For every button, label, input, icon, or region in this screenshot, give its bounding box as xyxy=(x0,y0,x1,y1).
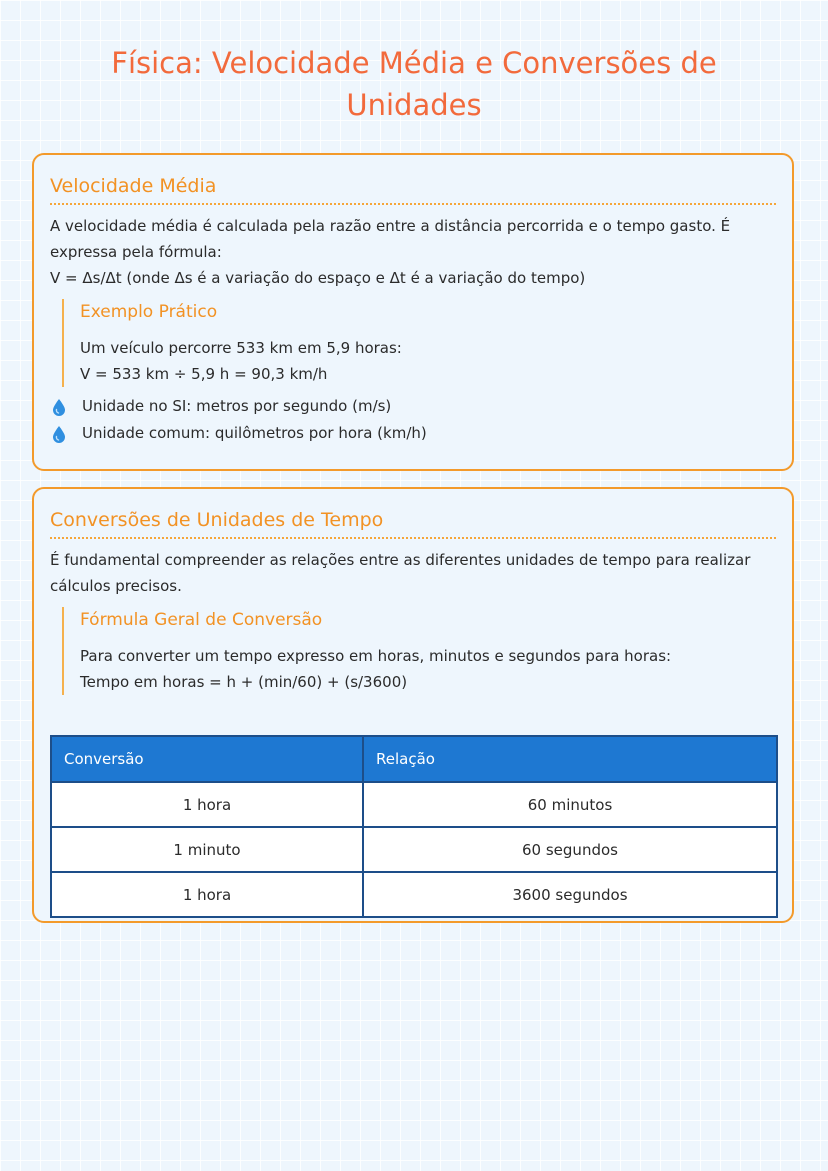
example-line: Um veículo percorre 533 km em 5,9 horas: xyxy=(80,339,402,357)
table-header-row xyxy=(51,736,777,782)
example-line: V = 533 km ÷ 5,9 h = 90,3 km/h xyxy=(80,365,328,383)
example-line: Para converter um tempo expresso em horas, minutos e segundos para horas: xyxy=(80,647,672,665)
section-title: Conversões de Unidades de Tempo xyxy=(50,489,776,539)
table-cell: 60 minutos xyxy=(363,782,777,827)
example-line: Tempo em horas = h + (min/60) + (s/3600) xyxy=(80,673,408,691)
list-item xyxy=(50,420,776,447)
formula-paragraph: V = Δs/Δt (onde Δs é a variação do espaço e Δt é a variação do tempo) xyxy=(50,269,586,287)
column-header: Conversão xyxy=(51,736,363,782)
table-cell: 1 minuto xyxy=(51,827,363,872)
table-cell: 3600 segundos xyxy=(363,872,777,917)
example-title: Exemplo Prático xyxy=(80,302,218,322)
example-box xyxy=(62,299,776,387)
table-row xyxy=(51,827,777,872)
velocidade-media-card xyxy=(32,153,794,471)
bullet-text: Unidade no SI: metros por segundo (m/s) xyxy=(82,397,392,415)
bullet-text: Unidade comum: quilômetros por hora (km/h) xyxy=(82,424,427,442)
section-paragraph: A velocidade média é calculada pela razão entre a distância percorrida e o tempo gasto. É expressa pela fórmula: xyxy=(50,217,731,261)
formula-box xyxy=(62,607,776,695)
water-drop-icon xyxy=(52,398,66,416)
column-header: Relação xyxy=(363,736,777,782)
table-row xyxy=(51,782,777,827)
bullet-list xyxy=(50,393,776,447)
conversion-table xyxy=(50,735,778,918)
page-title: Física: Velocidade Média e Conversões de Unidades xyxy=(111,46,717,122)
list-item xyxy=(50,393,776,420)
table-cell: 1 hora xyxy=(51,782,363,827)
conversoes-card xyxy=(32,487,794,923)
section-paragraph: É fundamental compreender as relações entre as diferentes unidades de tempo para realizar cálculos precisos. xyxy=(50,551,751,595)
table-row xyxy=(51,872,777,917)
example-title: Fórmula Geral de Conversão xyxy=(80,610,323,630)
water-drop-icon xyxy=(52,425,66,443)
table-cell: 1 hora xyxy=(51,872,363,917)
table-cell: 60 segundos xyxy=(363,827,777,872)
section-title: Velocidade Média xyxy=(50,155,776,205)
